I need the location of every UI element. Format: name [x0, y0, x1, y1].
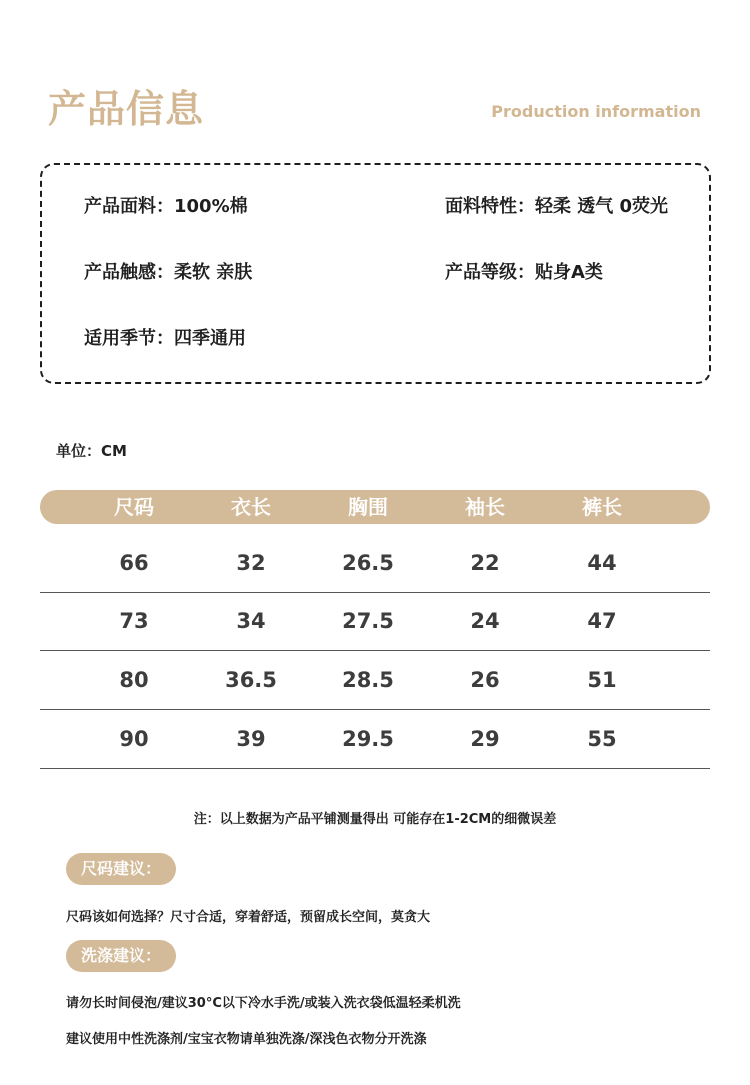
table-cell: 34	[236, 609, 266, 633]
table-cell: 55	[587, 727, 617, 751]
info-fabric-feature: 面料特性：轻柔 透气 0荧光	[445, 196, 669, 217]
table-cell: 29.5	[342, 727, 394, 751]
wash-advice-line-2: 建议使用中性洗涤剂/宝宝衣物请单独洗涤/深浅色衣物分开洗涤	[66, 1032, 427, 1047]
row-divider	[40, 650, 710, 651]
table-cell: 36.5	[225, 668, 277, 692]
wash-advice-line-1: 请勿长时间侵泡/建议30°C以下冷水手洗/或装入洗衣袋低温轻柔机洗	[66, 996, 461, 1011]
table-cell: 22	[470, 551, 500, 575]
table-cell: 28.5	[342, 668, 394, 692]
size-advice-text: 尺码该如何选择？尺寸合适，穿着舒适，预留成长空间，莫贪大	[66, 910, 431, 925]
wash-advice-badge: 洗涤建议：	[66, 940, 176, 972]
page-title: 产品信息	[48, 87, 205, 131]
table-cell: 44	[587, 551, 617, 575]
table-cell: 39	[236, 727, 266, 751]
table-cell: 32	[236, 551, 266, 575]
unit-label: 单位：CM	[56, 442, 127, 460]
table-cell: 47	[587, 609, 617, 633]
info-season: 适用季节：四季通用	[84, 328, 246, 349]
header-chest: 胸围	[348, 495, 388, 519]
row-divider	[40, 768, 710, 769]
table-cell: 26	[470, 668, 500, 692]
table-cell: 51	[587, 668, 617, 692]
info-fabric: 产品面料：100%棉	[84, 196, 248, 217]
header-length: 衣长	[231, 495, 271, 519]
table-cell: 29	[470, 727, 500, 751]
row-divider	[40, 709, 710, 710]
table-cell: 73	[119, 609, 149, 633]
table-cell: 66	[119, 551, 149, 575]
product-info-box	[40, 163, 711, 384]
page-subtitle: Production information	[491, 102, 701, 121]
table-cell: 90	[119, 727, 149, 751]
info-touch: 产品触感：柔软 亲肤	[84, 262, 253, 283]
measurement-note: 注：以上数据为产品平铺测量得出 可能存在1-2CM的细微误差	[193, 812, 557, 827]
size-advice-badge: 尺码建议：	[66, 853, 176, 885]
table-cell: 27.5	[342, 609, 394, 633]
table-cell: 24	[470, 609, 500, 633]
table-cell: 80	[119, 668, 149, 692]
header-pants: 裤长	[582, 495, 622, 519]
table-cell: 26.5	[342, 551, 394, 575]
header-sleeve: 袖长	[465, 495, 505, 519]
table-row	[40, 535, 710, 593]
info-grade: 产品等级：贴身A类	[445, 262, 603, 283]
table-row	[40, 593, 710, 651]
size-table-header	[40, 490, 710, 524]
header-size: 尺码	[114, 495, 154, 519]
table-row	[40, 652, 710, 710]
table-row	[40, 711, 710, 769]
